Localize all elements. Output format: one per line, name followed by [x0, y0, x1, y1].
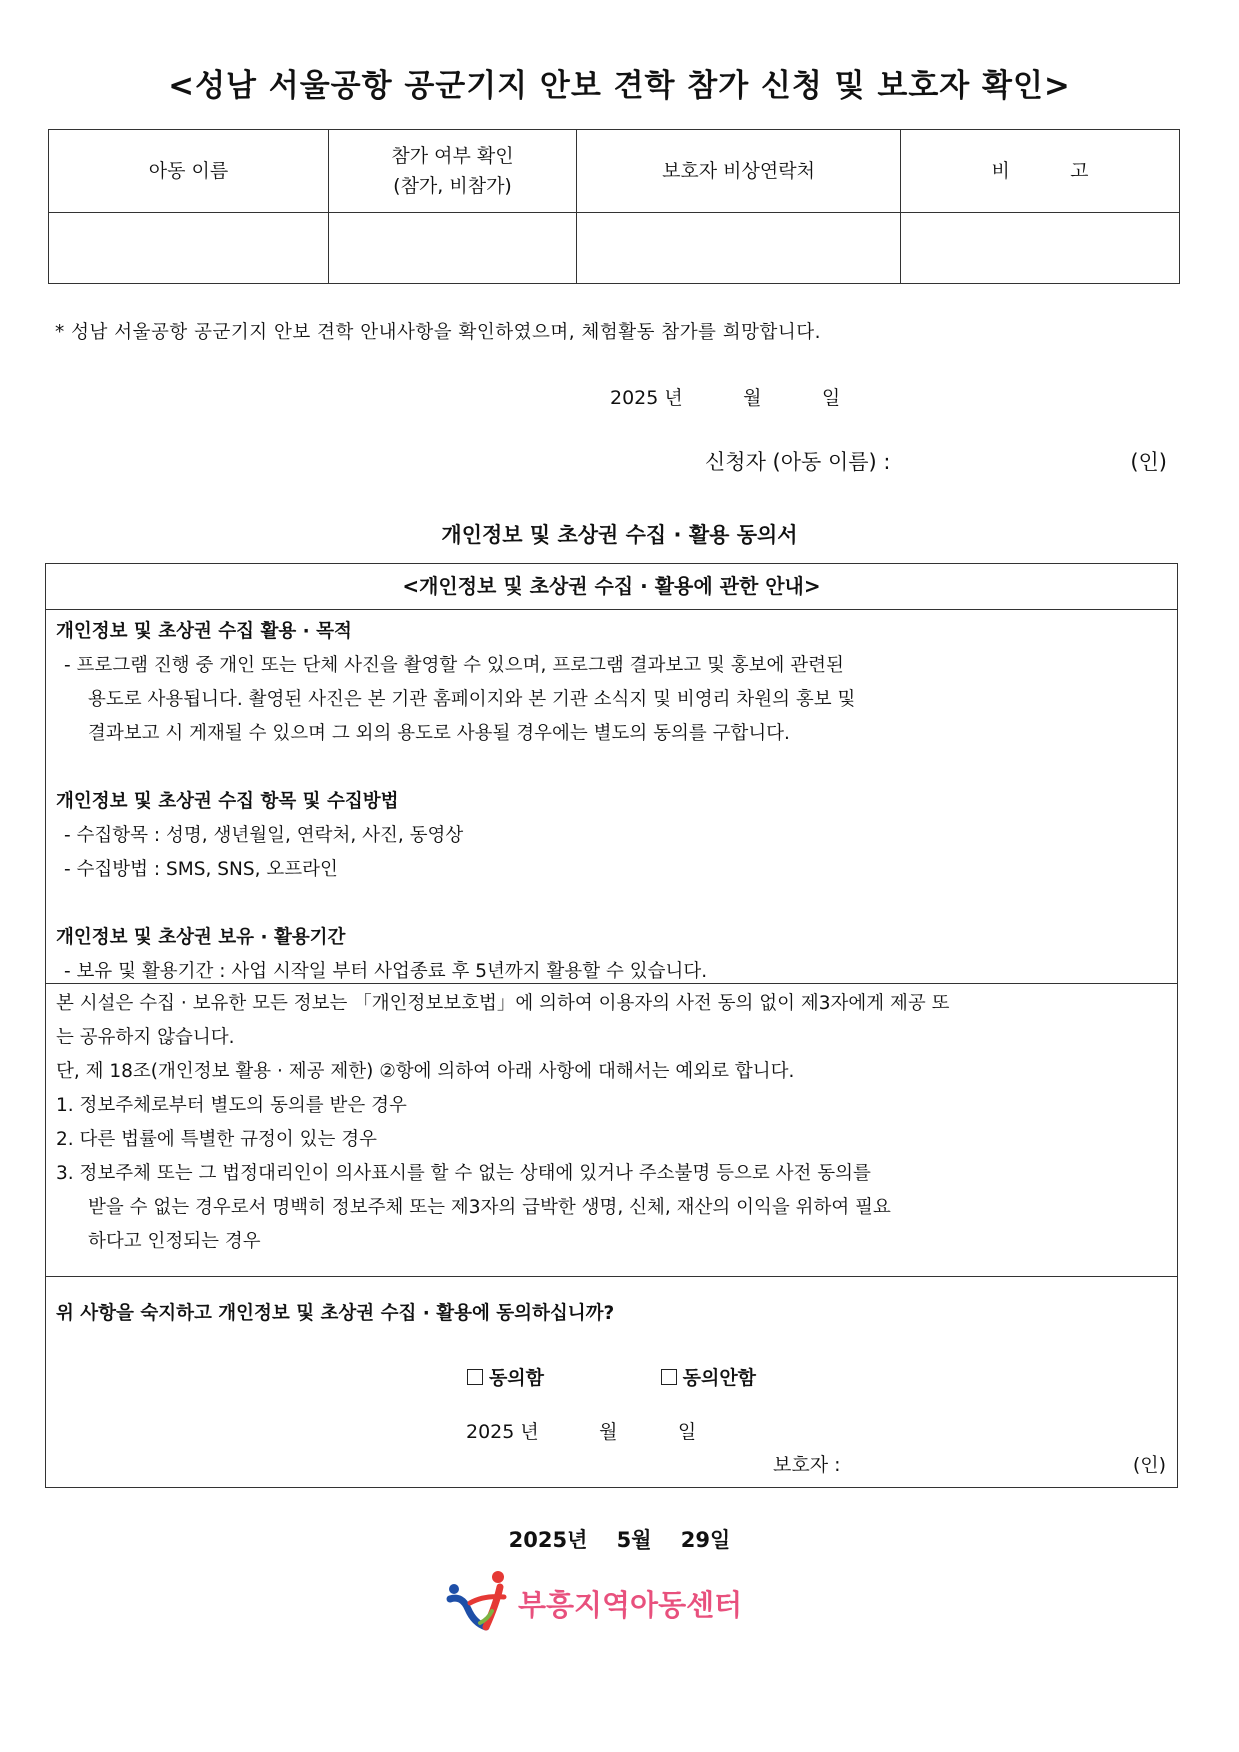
- items-title: 개인정보 및 초상권 수집 항목 및 수집방법: [56, 791, 399, 812]
- header-participation-sub: (참가, 비참가): [393, 175, 512, 197]
- applicant-label: 신청자 (아동 이름) :: [705, 450, 891, 474]
- center-logo: [440, 1565, 770, 1635]
- header-child-name: 아동 이름: [49, 130, 329, 213]
- header-remarks: 비 고: [901, 130, 1180, 213]
- applicant-seal: (인): [1130, 450, 1167, 474]
- legal-section: [46, 984, 1177, 1277]
- cell-participation[interactable]: [329, 213, 577, 284]
- applicant-signature: [705, 446, 1167, 476]
- application-date: 2025 년 월 일: [610, 387, 841, 409]
- disagree-checkbox[interactable]: [661, 1363, 756, 1390]
- legal-line: 3. 정보주체 또는 그 법정대리인이 의사표시를 할 수 없는 상태에 있거나 주소불명 등으로 사전 동의를: [56, 1163, 871, 1184]
- disagree-label: 동의안함: [682, 1367, 757, 1389]
- agree-label: 동의함: [488, 1367, 544, 1389]
- purpose-line: 결과보고 시 게재될 수 있으며 그 외의 용도로 사용될 경우에는 별도의 동의를 구합니다.: [88, 723, 790, 744]
- purpose-section: [46, 610, 1177, 984]
- application-table: [48, 129, 1180, 284]
- purpose-title: 개인정보 및 초상권 수집 활용 · 목적: [56, 621, 352, 642]
- document-title: <성남 서울공항 공군기지 안보 견학 참가 신청 및 보호자 확인>: [168, 68, 1071, 104]
- consent-date: 2025 년 월 일: [466, 1421, 697, 1443]
- legal-line: 본 시설은 수집 · 보유한 모든 정보는 「개인정보보호법」에 의하여 이용자의 사전 동의 없이 제3자에게 제공 또: [56, 993, 950, 1014]
- agree-checkbox[interactable]: [467, 1363, 544, 1390]
- checkbox-icon: [661, 1369, 677, 1385]
- header-participation: [329, 130, 577, 213]
- guardian-label: 보호자 :: [773, 1454, 841, 1476]
- cell-child-name[interactable]: [49, 213, 329, 284]
- document-date: 2025년 5월 29일: [508, 1528, 731, 1552]
- items-line: - 수집항목 : 성명, 생년월일, 연락처, 사진, 동영상: [64, 825, 464, 846]
- logo-text: 부흥지역아동센터: [518, 1588, 743, 1622]
- checkbox-icon: [467, 1369, 483, 1385]
- legal-line: 는 공유하지 않습니다.: [56, 1027, 235, 1048]
- agreement-question: 위 사항을 숙지하고 개인정보 및 초상권 수집 · 활용에 동의하십니까?: [56, 1303, 615, 1324]
- consent-form-title: 개인정보 및 초상권 수집 · 활용 동의서: [441, 523, 798, 547]
- guardian-signature: [773, 1450, 1166, 1477]
- header-participation-label: 참가 여부 확인: [391, 145, 514, 167]
- cell-emergency-contact[interactable]: [577, 213, 901, 284]
- purpose-line: - 프로그램 진행 중 개인 또는 단체 사진을 촬영할 수 있으며, 프로그램 결과보고 및 홍보에 관련된: [64, 655, 844, 676]
- table-row: [49, 213, 1180, 284]
- period-line: - 보유 및 활용기간 : 사업 시작일 부터 사업종료 후 5년까지 활용할 수 있습니다.: [64, 961, 708, 982]
- table-header-row: [49, 130, 1180, 213]
- header-emergency-contact: 보호자 비상연락처: [577, 130, 901, 213]
- guardian-seal: (인): [1132, 1454, 1166, 1476]
- logo-figure-icon: [449, 1571, 504, 1627]
- cell-remarks[interactable]: [901, 213, 1180, 284]
- confirmation-notice: * 성남 서울공항 공군기지 안보 견학 안내사항을 확인하였으며, 체험활동 참가를 희망합니다.: [55, 322, 822, 343]
- agreement-options: [46, 1363, 1177, 1390]
- consent-box: [45, 563, 1178, 1488]
- items-line: - 수집방법 : SMS, SNS, 오프라인: [64, 859, 338, 880]
- legal-line: 단, 제 18조(개인정보 활용 · 제공 제한) ②항에 의하여 아래 사항에 대해서는 예외로 합니다.: [56, 1061, 795, 1082]
- legal-line: 받을 수 없는 경우로서 명백히 정보주체 또는 제3자의 급박한 생명, 신체, 재산의 이익을 위하여 필요: [88, 1197, 891, 1218]
- legal-line: 2. 다른 법률에 특별한 규정이 있는 경우: [56, 1129, 378, 1150]
- purpose-line: 용도로 사용됩니다. 촬영된 사진은 본 기관 홈페이지와 본 기관 소식지 및 비영리 차원의 홍보 및: [88, 689, 856, 710]
- legal-line: 1. 정보주체로부터 별도의 동의를 받은 경우: [56, 1095, 407, 1116]
- consent-box-header: <개인정보 및 초상권 수집 · 활용에 관한 안내>: [46, 564, 1177, 610]
- period-title: 개인정보 및 초상권 보유 · 활용기간: [56, 927, 346, 948]
- legal-line: 하다고 인정되는 경우: [88, 1231, 261, 1252]
- agreement-section: [46, 1277, 1177, 1487]
